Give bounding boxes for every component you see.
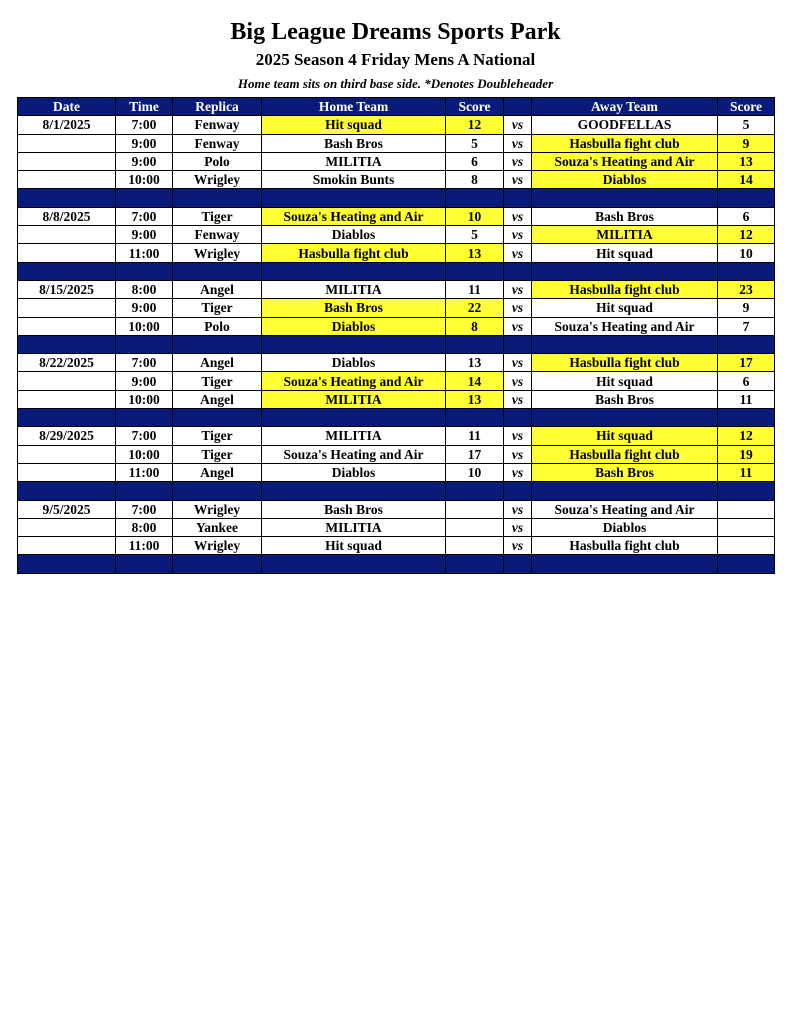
game-date	[18, 372, 116, 390]
separator-cell	[718, 189, 775, 207]
away-team: MILITIA	[532, 226, 718, 244]
separator-cell	[532, 335, 718, 353]
game-replica: Tiger	[173, 207, 262, 225]
page-title: Big League Dreams Sports Park	[230, 19, 561, 45]
table-row	[18, 445, 775, 463]
home-team: Hit squad	[262, 116, 446, 134]
separator-cell	[173, 189, 262, 207]
game-time: 8:00	[116, 280, 173, 298]
table-row	[18, 317, 775, 335]
home-team: Bash Bros	[262, 134, 446, 152]
away-team: GOODFELLAS	[532, 116, 718, 134]
separator-cell	[18, 262, 116, 280]
vs-label: vs	[504, 317, 532, 335]
separator-cell	[18, 482, 116, 500]
away-score	[718, 537, 775, 555]
vs-label: vs	[504, 280, 532, 298]
away-score: 14	[718, 171, 775, 189]
home-team: Hit squad	[262, 537, 446, 555]
game-date	[18, 134, 116, 152]
separator-cell	[116, 482, 173, 500]
week-separator-row	[18, 262, 775, 280]
away-score: 11	[718, 463, 775, 481]
away-team: Bash Bros	[532, 207, 718, 225]
game-replica: Fenway	[173, 116, 262, 134]
game-time: 7:00	[116, 427, 173, 445]
week-separator-row	[18, 482, 775, 500]
game-date	[18, 317, 116, 335]
away-team: Hit squad	[532, 244, 718, 262]
home-team: MILITIA	[262, 280, 446, 298]
game-date: 8/29/2025	[18, 427, 116, 445]
home-score: 11	[446, 427, 504, 445]
home-score: 10	[446, 207, 504, 225]
table-row	[18, 427, 775, 445]
game-replica: Wrigley	[173, 500, 262, 518]
game-date	[18, 518, 116, 536]
separator-cell	[504, 189, 532, 207]
separator-cell	[262, 409, 446, 427]
home-team: Bash Bros	[262, 299, 446, 317]
game-date: 8/8/2025	[18, 207, 116, 225]
game-time: 7:00	[116, 116, 173, 134]
game-time: 11:00	[116, 244, 173, 262]
vs-label: vs	[504, 244, 532, 262]
home-team: Diablos	[262, 226, 446, 244]
home-team: Smokin Bunts	[262, 171, 446, 189]
game-time: 9:00	[116, 372, 173, 390]
game-time: 11:00	[116, 463, 173, 481]
away-team: Diablos	[532, 171, 718, 189]
separator-cell	[18, 335, 116, 353]
home-score: 22	[446, 299, 504, 317]
separator-cell	[173, 409, 262, 427]
home-team: MILITIA	[262, 152, 446, 170]
game-date: 8/22/2025	[18, 354, 116, 372]
home-team: Diablos	[262, 317, 446, 335]
home-score: 8	[446, 317, 504, 335]
separator-cell	[718, 555, 775, 573]
vs-label: vs	[504, 445, 532, 463]
home-team: Diablos	[262, 354, 446, 372]
game-date: 9/5/2025	[18, 500, 116, 518]
separator-cell	[504, 482, 532, 500]
home-score: 12	[446, 116, 504, 134]
away-team: Souza's Heating and Air	[532, 500, 718, 518]
week-separator-row	[18, 555, 775, 573]
away-score: 9	[718, 134, 775, 152]
vs-label: vs	[504, 152, 532, 170]
separator-cell	[532, 189, 718, 207]
vs-label: vs	[504, 500, 532, 518]
away-score: 19	[718, 445, 775, 463]
vs-label: vs	[504, 299, 532, 317]
away-team: Diablos	[532, 518, 718, 536]
table-row	[18, 537, 775, 555]
game-time: 7:00	[116, 207, 173, 225]
game-time: 9:00	[116, 299, 173, 317]
home-team: MILITIA	[262, 518, 446, 536]
game-time: 9:00	[116, 226, 173, 244]
separator-cell	[504, 409, 532, 427]
vs-label: vs	[504, 116, 532, 134]
away-score: 7	[718, 317, 775, 335]
table-row	[18, 299, 775, 317]
separator-cell	[532, 482, 718, 500]
game-date	[18, 171, 116, 189]
home-score: 6	[446, 152, 504, 170]
vs-label: vs	[504, 134, 532, 152]
away-score: 13	[718, 152, 775, 170]
away-team: Souza's Heating and Air	[532, 152, 718, 170]
week-separator-row	[18, 409, 775, 427]
col-header-home-team: Home Team	[262, 98, 446, 116]
separator-cell	[173, 555, 262, 573]
week-separator-row	[18, 335, 775, 353]
vs-label: vs	[504, 518, 532, 536]
home-score: 13	[446, 354, 504, 372]
table-row	[18, 354, 775, 372]
separator-cell	[446, 409, 504, 427]
vs-label: vs	[504, 463, 532, 481]
separator-cell	[116, 555, 173, 573]
vs-label: vs	[504, 427, 532, 445]
game-time: 8:00	[116, 518, 173, 536]
separator-cell	[504, 335, 532, 353]
game-date	[18, 390, 116, 408]
game-replica: Angel	[173, 280, 262, 298]
table-row	[18, 134, 775, 152]
game-replica: Fenway	[173, 134, 262, 152]
week-separator-row	[18, 189, 775, 207]
away-team: Souza's Heating and Air	[532, 317, 718, 335]
game-replica: Angel	[173, 463, 262, 481]
col-header-away-score: Score	[718, 98, 775, 116]
game-replica: Tiger	[173, 427, 262, 445]
vs-label: vs	[504, 226, 532, 244]
table-row	[18, 280, 775, 298]
home-score	[446, 500, 504, 518]
home-team: Souza's Heating and Air	[262, 445, 446, 463]
away-team: Hasbulla fight club	[532, 354, 718, 372]
game-date	[18, 226, 116, 244]
away-score: 12	[718, 427, 775, 445]
separator-cell	[532, 262, 718, 280]
separator-cell	[446, 335, 504, 353]
table-row	[18, 244, 775, 262]
away-score: 12	[718, 226, 775, 244]
col-header-away-team: Away Team	[532, 98, 718, 116]
vs-label: vs	[504, 354, 532, 372]
home-team: Bash Bros	[262, 500, 446, 518]
separator-cell	[262, 335, 446, 353]
col-header-date: Date	[18, 98, 116, 116]
vs-label: vs	[504, 537, 532, 555]
home-score: 13	[446, 244, 504, 262]
game-replica: Fenway	[173, 226, 262, 244]
home-score: 13	[446, 390, 504, 408]
game-date	[18, 445, 116, 463]
game-date	[18, 244, 116, 262]
separator-cell	[173, 335, 262, 353]
game-replica: Tiger	[173, 372, 262, 390]
separator-cell	[446, 482, 504, 500]
vs-label: vs	[504, 390, 532, 408]
home-team: MILITIA	[262, 427, 446, 445]
away-score: 10	[718, 244, 775, 262]
separator-cell	[18, 189, 116, 207]
game-replica: Tiger	[173, 445, 262, 463]
table-header-row	[18, 98, 775, 116]
separator-cell	[116, 335, 173, 353]
home-score: 10	[446, 463, 504, 481]
separator-cell	[18, 409, 116, 427]
separator-cell	[116, 262, 173, 280]
game-replica: Polo	[173, 317, 262, 335]
game-time: 10:00	[116, 171, 173, 189]
game-date	[18, 537, 116, 555]
schedule-body	[18, 116, 775, 573]
separator-cell	[532, 409, 718, 427]
game-time: 7:00	[116, 354, 173, 372]
away-team: Hit squad	[532, 427, 718, 445]
game-time: 9:00	[116, 134, 173, 152]
page-subtitle: 2025 Season 4 Friday Mens A National	[255, 50, 536, 69]
separator-cell	[262, 482, 446, 500]
away-score: 23	[718, 280, 775, 298]
home-score: 14	[446, 372, 504, 390]
away-score: 6	[718, 372, 775, 390]
game-replica: Yankee	[173, 518, 262, 536]
home-score: 5	[446, 226, 504, 244]
game-date	[18, 299, 116, 317]
separator-cell	[718, 482, 775, 500]
separator-cell	[504, 262, 532, 280]
table-row	[18, 500, 775, 518]
separator-cell	[504, 555, 532, 573]
separator-cell	[173, 482, 262, 500]
col-header-vs	[504, 98, 532, 116]
away-score: 6	[718, 207, 775, 225]
away-score: 17	[718, 354, 775, 372]
home-team: Souza's Heating and Air	[262, 207, 446, 225]
away-team: Hasbulla fight club	[532, 537, 718, 555]
game-date: 8/15/2025	[18, 280, 116, 298]
game-replica: Angel	[173, 390, 262, 408]
table-row	[18, 152, 775, 170]
table-row	[18, 390, 775, 408]
vs-label: vs	[504, 171, 532, 189]
home-team: Souza's Heating and Air	[262, 372, 446, 390]
away-score	[718, 500, 775, 518]
home-score	[446, 537, 504, 555]
game-date: 8/1/2025	[18, 116, 116, 134]
home-team: Hasbulla fight club	[262, 244, 446, 262]
away-team: Hit squad	[532, 299, 718, 317]
home-score: 8	[446, 171, 504, 189]
game-date	[18, 463, 116, 481]
table-row	[18, 171, 775, 189]
away-team: Hasbulla fight club	[532, 445, 718, 463]
game-time: 9:00	[116, 152, 173, 170]
table-row	[18, 372, 775, 390]
game-time: 10:00	[116, 445, 173, 463]
home-score	[446, 518, 504, 536]
game-replica: Wrigley	[173, 244, 262, 262]
game-date	[18, 152, 116, 170]
away-team: Bash Bros	[532, 390, 718, 408]
schedule-table	[17, 97, 775, 574]
separator-cell	[262, 555, 446, 573]
table-row	[18, 463, 775, 481]
table-row	[18, 226, 775, 244]
game-replica: Polo	[173, 152, 262, 170]
separator-cell	[262, 189, 446, 207]
home-team: Diablos	[262, 463, 446, 481]
home-team: MILITIA	[262, 390, 446, 408]
separator-cell	[446, 262, 504, 280]
away-team: Hasbulla fight club	[532, 134, 718, 152]
page-note: Home team sits on third base side. *Denotes Doubleheader	[237, 76, 554, 91]
home-score: 17	[446, 445, 504, 463]
game-time: 10:00	[116, 390, 173, 408]
vs-label: vs	[504, 207, 532, 225]
separator-cell	[262, 262, 446, 280]
away-score: 5	[718, 116, 775, 134]
separator-cell	[718, 262, 775, 280]
away-team: Hasbulla fight club	[532, 280, 718, 298]
game-replica: Tiger	[173, 299, 262, 317]
away-score: 11	[718, 390, 775, 408]
separator-cell	[116, 189, 173, 207]
away-score	[718, 518, 775, 536]
game-time: 7:00	[116, 500, 173, 518]
home-score: 11	[446, 280, 504, 298]
separator-cell	[446, 189, 504, 207]
separator-cell	[718, 335, 775, 353]
separator-cell	[446, 555, 504, 573]
vs-label: vs	[504, 372, 532, 390]
table-row	[18, 518, 775, 536]
away-team: Hit squad	[532, 372, 718, 390]
home-score: 5	[446, 134, 504, 152]
away-team: Bash Bros	[532, 463, 718, 481]
game-replica: Wrigley	[173, 537, 262, 555]
game-time: 11:00	[116, 537, 173, 555]
separator-cell	[532, 555, 718, 573]
col-header-home-score: Score	[446, 98, 504, 116]
game-time: 10:00	[116, 317, 173, 335]
away-score: 9	[718, 299, 775, 317]
game-replica: Wrigley	[173, 171, 262, 189]
game-replica: Angel	[173, 354, 262, 372]
separator-cell	[173, 262, 262, 280]
table-row	[18, 116, 775, 134]
separator-cell	[116, 409, 173, 427]
table-row	[18, 207, 775, 225]
col-header-replica: Replica	[173, 98, 262, 116]
separator-cell	[18, 555, 116, 573]
separator-cell	[718, 409, 775, 427]
col-header-time: Time	[116, 98, 173, 116]
